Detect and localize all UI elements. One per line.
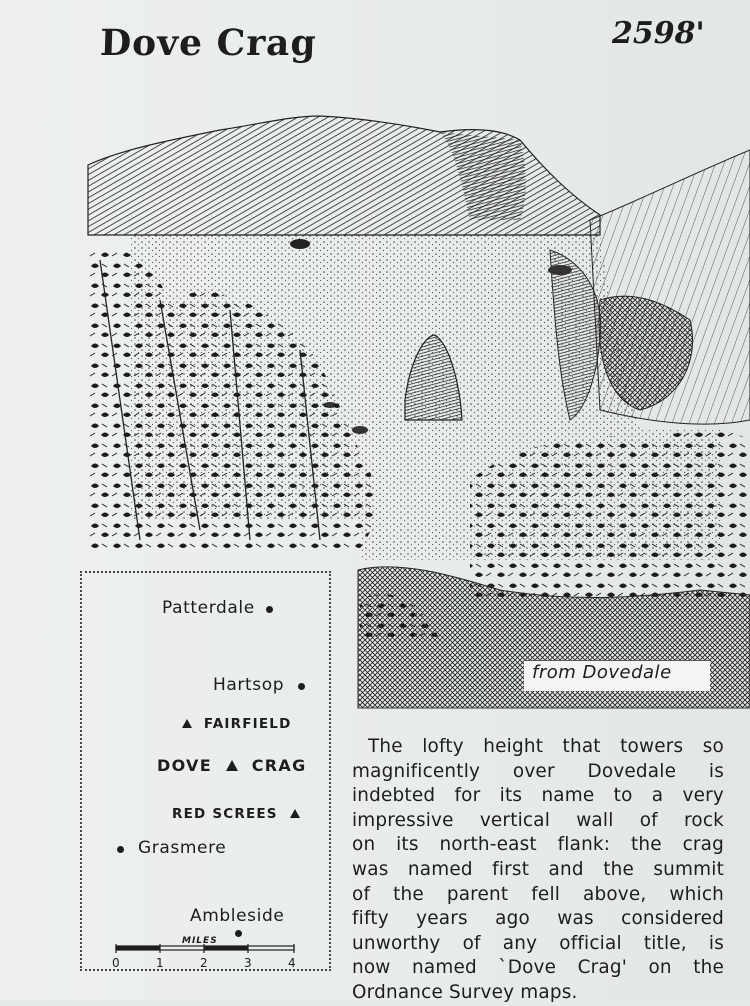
main-summit-triangle-icon — [226, 760, 238, 771]
page-title: Dove Crag — [99, 22, 318, 64]
map-place-label: Grasmere — [138, 838, 227, 858]
scale-label: MILES — [182, 936, 218, 946]
description-line: was named first and the summit — [352, 858, 724, 880]
map-place-label: FAIRFIELD — [203, 716, 292, 732]
scale-tick: 2 — [200, 956, 208, 970]
scale-tick: 0 — [112, 956, 120, 970]
map-peak-fairfield — [182, 716, 292, 732]
description-paragraph — [352, 735, 724, 1006]
description-line: magnificently over Dovedale is — [352, 760, 724, 782]
description-line: Ordnance Survey maps. — [352, 981, 578, 1003]
village-dot-icon — [266, 606, 273, 613]
fell-height: 2598' — [612, 16, 705, 51]
description-line: of the parent fell above, which — [352, 883, 724, 905]
summit-triangle-icon — [290, 809, 300, 818]
map-place-label: Ambleside — [190, 906, 285, 926]
scale-tick: 3 — [244, 956, 252, 970]
scale-tick: 1 — [156, 956, 164, 970]
map-place-hartsop — [213, 675, 305, 695]
map-place-label: RED SCREES — [172, 806, 278, 822]
village-dot-icon — [235, 930, 242, 937]
description-line: indebted for its name to a very — [352, 785, 724, 807]
description-line: now named `Dove Crag' on the — [352, 957, 724, 979]
summit-triangle-icon — [182, 719, 192, 728]
map-peak-red-screes — [172, 806, 300, 822]
map-place-label: Hartsop — [213, 675, 285, 695]
illustration-caption: from Dovedale — [532, 662, 672, 683]
description-line: on its north-east flank: the crag — [352, 834, 724, 856]
map-place-patterdale — [162, 598, 273, 618]
scale-tick: 4 — [288, 956, 296, 970]
map-place-grasmere — [117, 838, 226, 858]
village-dot-icon — [298, 683, 305, 690]
description-line: The lofty height that towers so — [368, 736, 724, 757]
map-place-ambleside — [190, 906, 284, 926]
map-place-label: Patterdale — [162, 598, 255, 618]
village-dot-icon — [117, 846, 124, 853]
map-place-label-left: DOVE — [157, 756, 212, 775]
map-peak-dove-crag — [157, 756, 307, 775]
description-line: unworthy of any official title, is — [352, 932, 724, 954]
description-line: fifty years ago was considered — [352, 908, 724, 930]
description-line: impressive vertical wall of rock — [352, 809, 724, 831]
map-place-label-right: CRAG — [251, 756, 307, 775]
